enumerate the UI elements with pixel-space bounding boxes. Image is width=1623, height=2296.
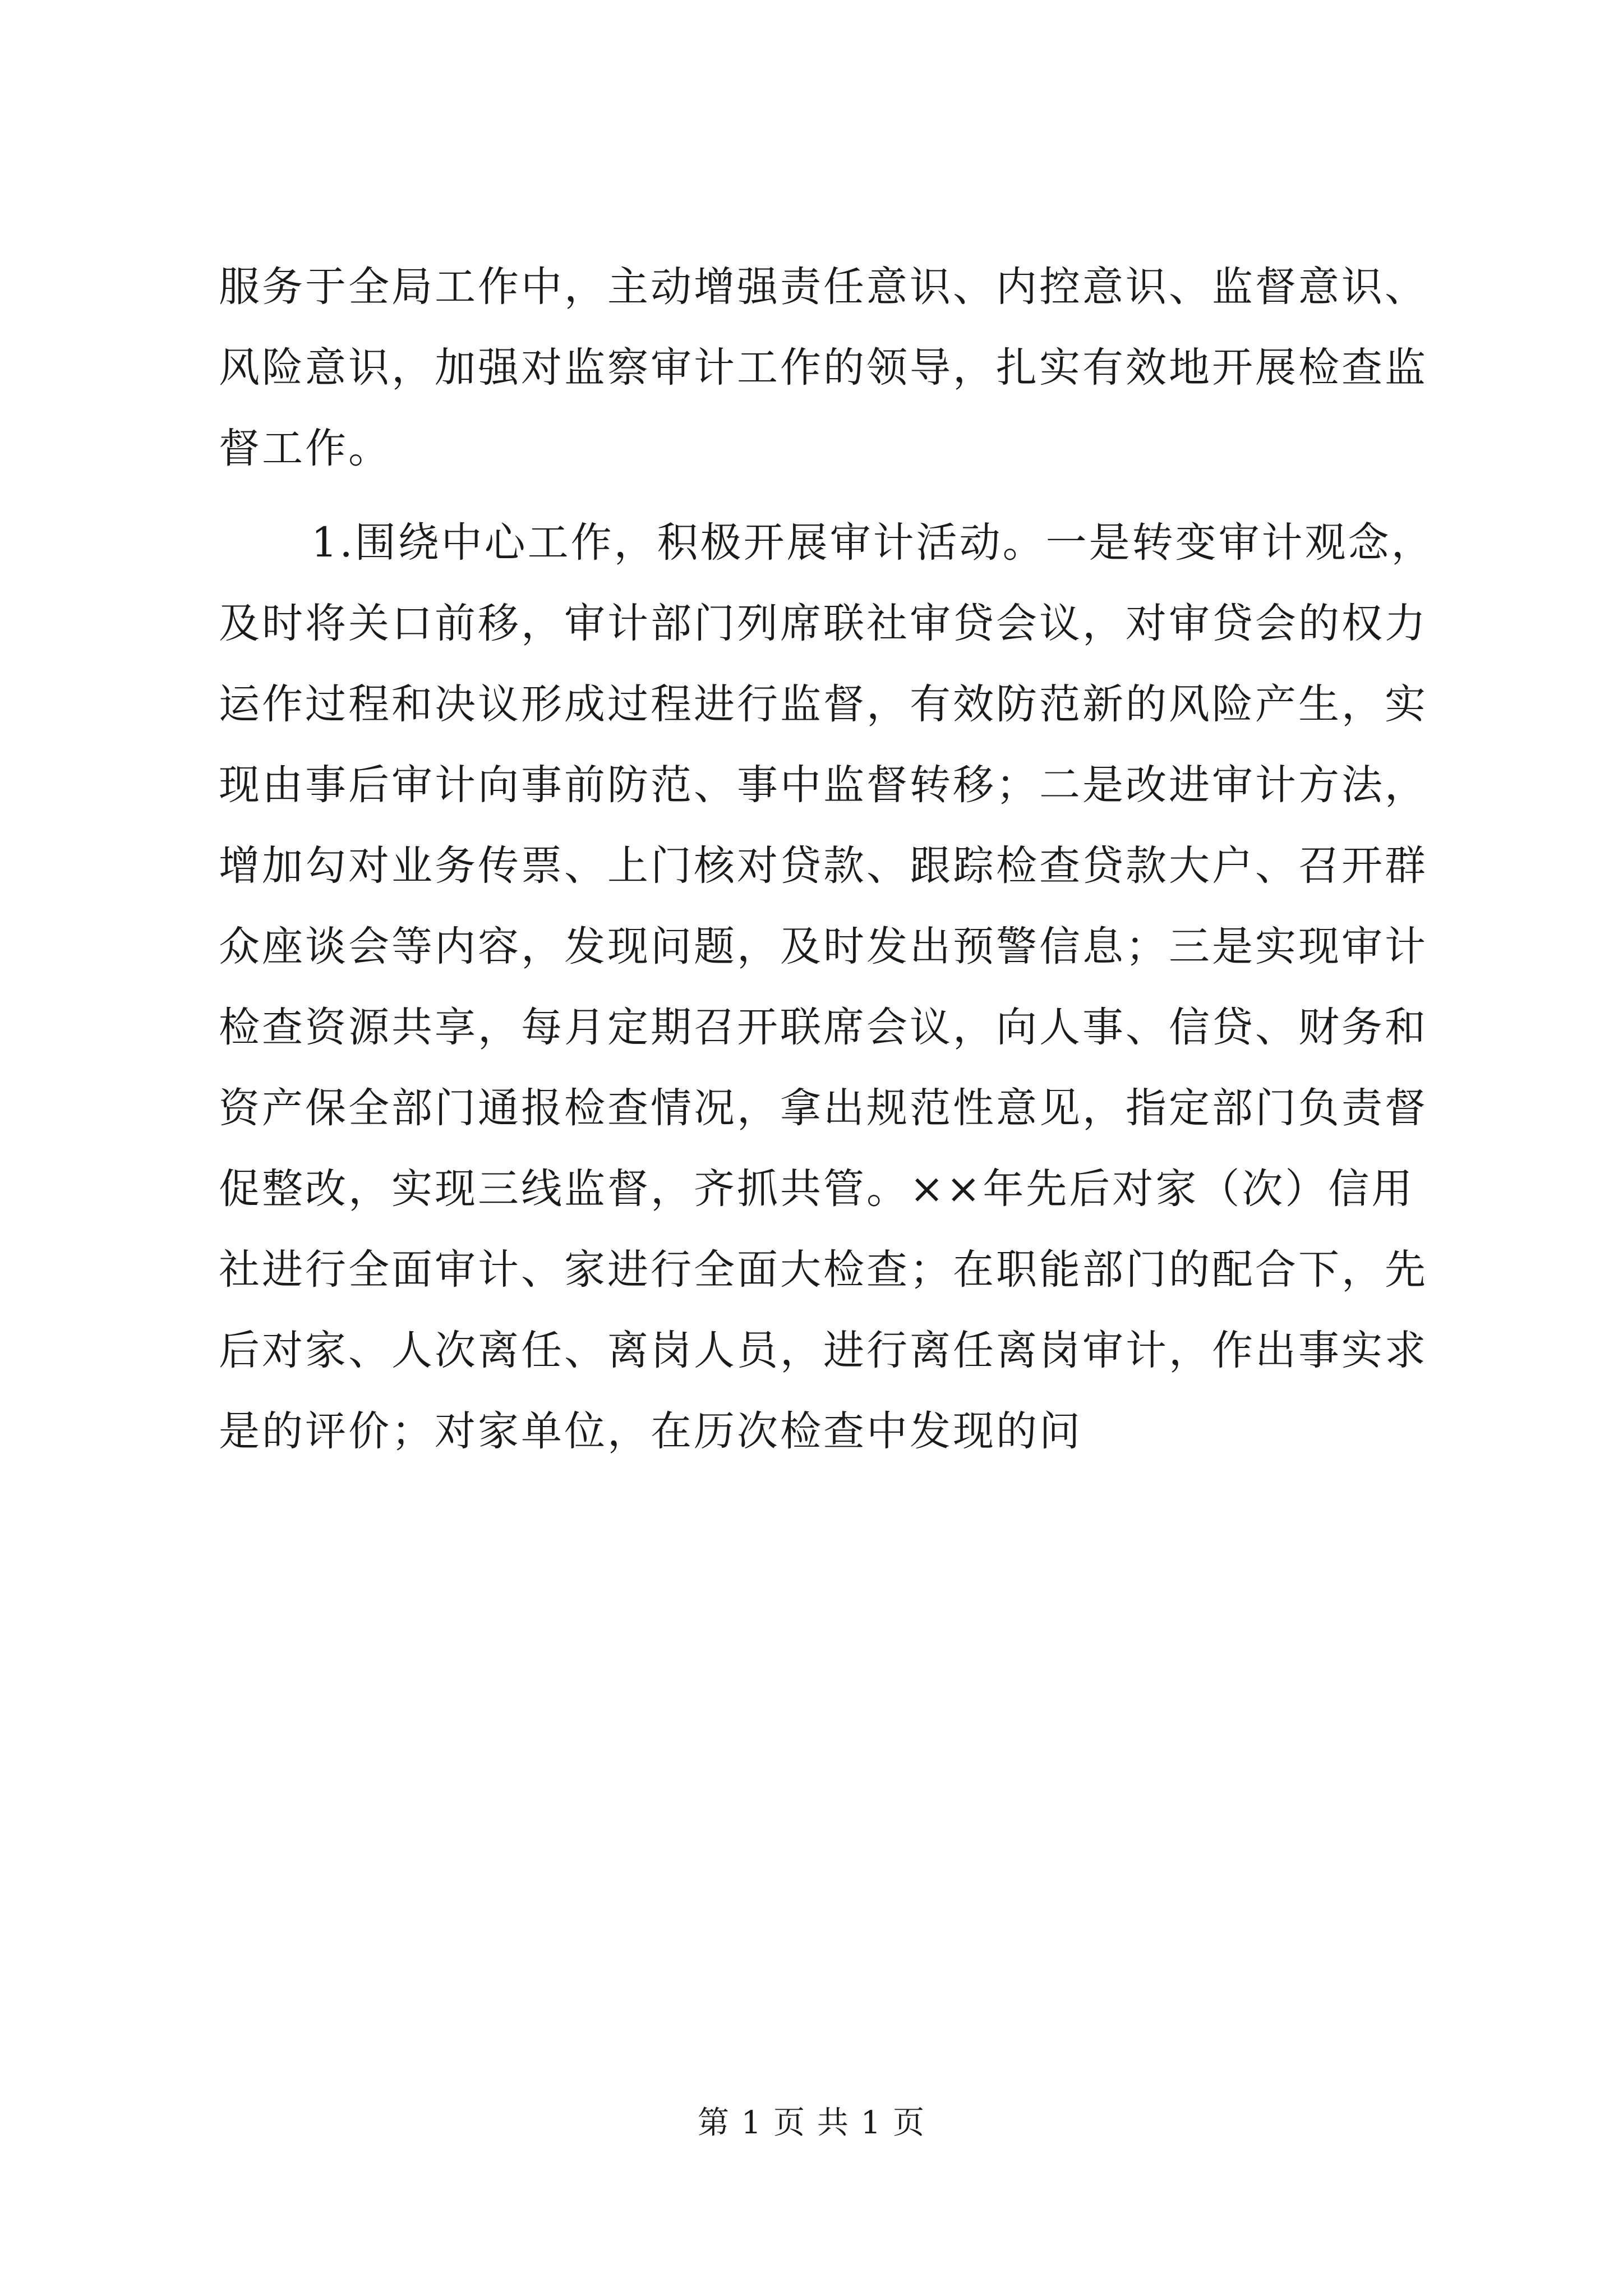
text-line: 督工作。	[219, 425, 391, 472]
paragraph-gap	[219, 489, 1413, 503]
text-line: 检查资源共享，每月定期召开联席会议，向人事、信贷、财务和	[219, 1004, 1428, 1051]
text-line: 后对家、人次离任、离岗人员，进行离任离岗审计，作出事实求	[219, 1327, 1428, 1374]
text-line: 促整改，实现三线监督，齐抓共管。××年先后对家（次）信用	[219, 1165, 1415, 1213]
paragraph-first-line: 1.围绕中心工作，积极开展审计活动。一是转变审计观念，	[311, 519, 1435, 567]
page-footer: 第 1 页 共 1 页	[697, 2105, 926, 2141]
text-line: 运作过程和决议形成过程进行监督，有效防范新的风险产生，实	[219, 680, 1428, 728]
document-body	[219, 247, 1435, 1472]
text-line: 现由事后审计向事前防范、事中监督转移；二是改进审计方法，	[219, 761, 1428, 809]
text-line: 增加勾对业务传票、上门核对贷款、跟踪检查贷款大户、召开群	[219, 842, 1428, 890]
text-line: 众座谈会等内容，发现问题，及时发出预警信息；三是实现审计	[219, 923, 1428, 970]
text-line: 资产保全部门通报检查情况，拿出规范性意见，指定部门负责督	[219, 1084, 1428, 1132]
text-line: 及时将关口前移，审计部门列席联社审贷会议，对审贷会的权力	[219, 600, 1428, 647]
text-line: 社进行全面审计、家进行全面大检查；在职能部门的配合下，先	[219, 1246, 1428, 1294]
text-line: 风险意识，加强对监察审计工作的领导，扎实有效地开展检查监	[219, 344, 1428, 392]
text-line: 是的评价；对家单位，在历次检查中发现的问	[219, 1407, 1082, 1455]
text-line: 服务于全局工作中，主动增强责任意识、内控意识、监督意识、	[219, 263, 1428, 311]
